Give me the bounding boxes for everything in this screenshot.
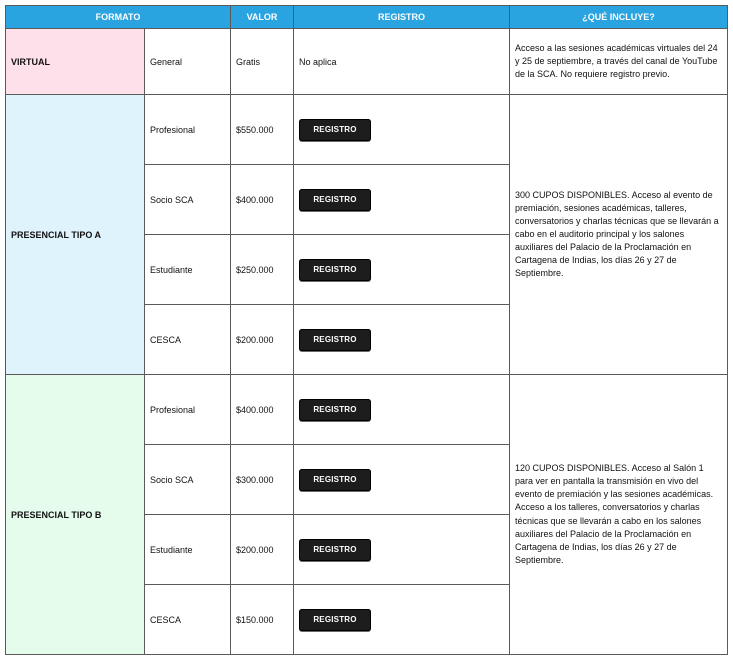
- tipo-cell: Socio SCA: [145, 165, 231, 235]
- valor-cell: $550.000: [231, 95, 294, 165]
- valor-cell: $200.000: [231, 515, 294, 585]
- tipo-cell: CESCA: [145, 585, 231, 655]
- header-incluye: ¿QUÉ INCLUYE?: [510, 6, 728, 29]
- tipo-cell: Socio SCA: [145, 445, 231, 515]
- registro-cell: [294, 95, 510, 165]
- header-formato: FORMATO: [6, 6, 231, 29]
- valor-cell: $400.000: [231, 165, 294, 235]
- valor-cell: $150.000: [231, 585, 294, 655]
- registro-cell: [294, 585, 510, 655]
- incluye-presencial-tipo-a: 300 CUPOS DISPONIBLES. Acceso al evento de premiación, sesiones académicas, talleres, conversatorios y charlas técnicas que se llevarán a cabo en el auditorio principal y los salones auxiliares del Palacio de la Proclamación en Cartagena de Indias, los días 26 y 27 de Septiembre.: [510, 95, 728, 375]
- registro-cell: No aplica: [294, 29, 510, 95]
- registro-cell: [294, 445, 510, 515]
- registro-cell: [294, 165, 510, 235]
- pricing-table: [5, 5, 728, 655]
- valor-cell: $300.000: [231, 445, 294, 515]
- tipo-cell: Estudiante: [145, 235, 231, 305]
- valor-cell: $250.000: [231, 235, 294, 305]
- header-registro: REGISTRO: [294, 6, 510, 29]
- table-row: [6, 29, 728, 95]
- registro-cell: [294, 375, 510, 445]
- registro-button[interactable]: REGISTRO: [299, 329, 371, 351]
- tipo-cell: Profesional: [145, 375, 231, 445]
- header-valor: VALOR: [231, 6, 294, 29]
- incluye-virtual: Acceso a las sesiones académicas virtuales del 24 y 25 de septiembre, a través del canal de YouTube de la SCA. No requiere registro previo.: [510, 29, 728, 95]
- registro-button[interactable]: REGISTRO: [299, 259, 371, 281]
- registro-button[interactable]: REGISTRO: [299, 469, 371, 491]
- registro-cell: [294, 305, 510, 375]
- valor-cell: $400.000: [231, 375, 294, 445]
- registro-cell: [294, 235, 510, 305]
- table-row: [6, 95, 728, 165]
- registro-button[interactable]: REGISTRO: [299, 189, 371, 211]
- registro-button[interactable]: REGISTRO: [299, 609, 371, 631]
- formato-presencial-tipo-a: PRESENCIAL TIPO A: [6, 95, 145, 375]
- registro-button[interactable]: REGISTRO: [299, 399, 371, 421]
- header-row: [6, 6, 728, 29]
- tipo-cell: CESCA: [145, 305, 231, 375]
- valor-cell: $200.000: [231, 305, 294, 375]
- registro-button[interactable]: REGISTRO: [299, 539, 371, 561]
- formato-virtual: VIRTUAL: [6, 29, 145, 95]
- tipo-cell: General: [145, 29, 231, 95]
- registro-button[interactable]: REGISTRO: [299, 119, 371, 141]
- incluye-presencial-tipo-b: 120 CUPOS DISPONIBLES. Acceso al Salón 1 para ver en pantalla la transmisión en vivo del evento de premiación y las sesiones académicas. Acceso a los talleres, conversatorios y charlas técnicas que se llevarán a cabo en los salones auxiliares del Palacio de la Proclamación en Cartagena de Indias, los días 26 y 27 de Septiembre.: [510, 375, 728, 655]
- table-row: [6, 375, 728, 445]
- tipo-cell: Profesional: [145, 95, 231, 165]
- registro-cell: [294, 515, 510, 585]
- valor-cell: Gratis: [231, 29, 294, 95]
- formato-presencial-tipo-b: PRESENCIAL TIPO B: [6, 375, 145, 655]
- tipo-cell: Estudiante: [145, 515, 231, 585]
